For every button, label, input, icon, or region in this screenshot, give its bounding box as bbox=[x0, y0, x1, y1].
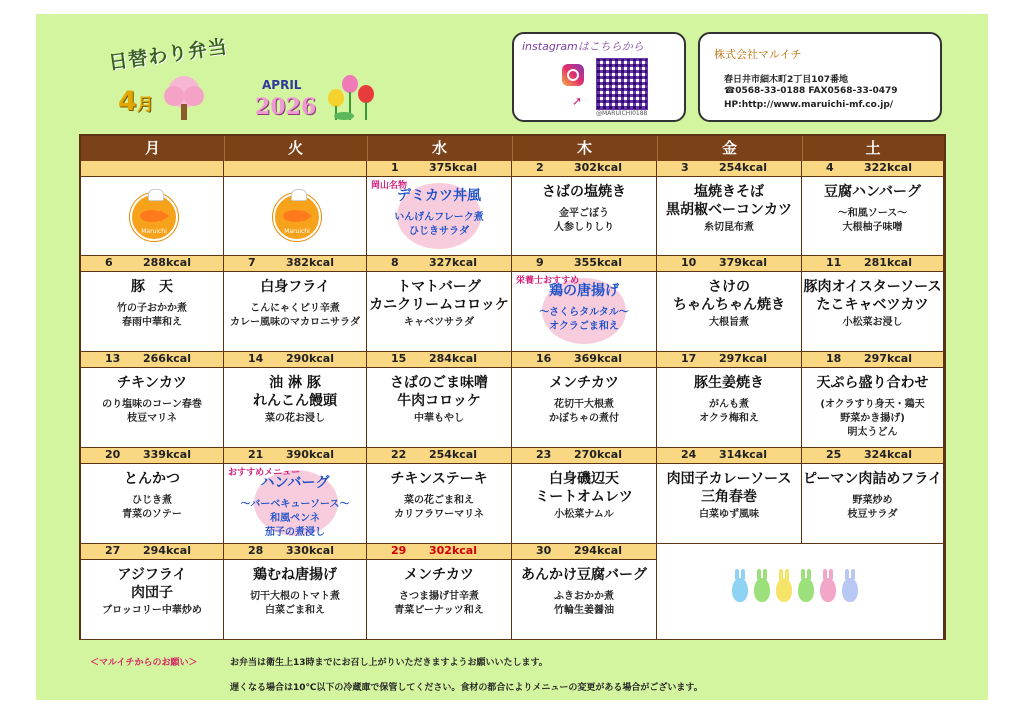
bunny-egg-icon bbox=[798, 578, 814, 602]
calorie-count: 297kcal bbox=[864, 352, 912, 365]
day-number: 1 bbox=[391, 161, 399, 174]
date-bar bbox=[512, 544, 656, 560]
year-label: 2026 bbox=[255, 94, 317, 120]
day-cell bbox=[367, 256, 512, 352]
day-number: 4 bbox=[826, 161, 834, 174]
menu-content bbox=[802, 272, 943, 351]
weekday-label: 火 bbox=[224, 136, 368, 161]
bunny-egg-icon bbox=[820, 578, 836, 602]
day-number: 28 bbox=[248, 544, 264, 557]
date-bar bbox=[512, 352, 656, 368]
arrow-icon: ➚ bbox=[572, 94, 583, 108]
day-number: 20 bbox=[105, 448, 121, 461]
day-number: 24 bbox=[681, 448, 697, 461]
main-dish: チキンステーキ bbox=[390, 471, 488, 487]
main-dish: チキンカツ bbox=[117, 375, 187, 391]
main-dish: とんかつ bbox=[124, 471, 180, 487]
side-dish: 野菜炒め bbox=[852, 495, 893, 506]
day-cell bbox=[81, 544, 224, 640]
date-bar bbox=[512, 448, 656, 464]
cherry-tree-icon bbox=[158, 72, 210, 124]
day-cell bbox=[512, 352, 657, 448]
date-bar bbox=[224, 161, 366, 177]
side-dish: カレー風味のマカロニサラダ bbox=[230, 317, 360, 328]
weekday-label: 水 bbox=[367, 136, 513, 161]
company-name: 株式会社マルイチ bbox=[714, 48, 802, 61]
calorie-count: 294kcal bbox=[574, 544, 622, 557]
day-cell bbox=[802, 448, 944, 544]
calorie-count: 288kcal bbox=[143, 256, 191, 269]
day-number: 6 bbox=[105, 256, 113, 269]
menu-content bbox=[81, 272, 223, 351]
tulips-icon bbox=[320, 68, 380, 124]
side-dish: オクラごま和え bbox=[549, 321, 619, 332]
company-phone: ☎0568-33-0188 FAX0568-33-0479 bbox=[724, 86, 898, 96]
day-number: 9 bbox=[536, 256, 544, 269]
main-dish: アジフライ bbox=[117, 567, 187, 583]
weekday-label: 月 bbox=[81, 136, 225, 161]
maruichi-logo bbox=[130, 193, 178, 241]
menu-content bbox=[657, 272, 801, 351]
main-dish: ハンバーグ bbox=[260, 475, 330, 491]
calorie-count: 314kcal bbox=[719, 448, 767, 461]
date-bar bbox=[802, 161, 943, 177]
main-dish: あんかけ豆腐バーグ bbox=[521, 567, 647, 583]
date-bar bbox=[802, 256, 943, 272]
main-dish: 天ぷら盛り合わせ bbox=[816, 375, 929, 391]
menu-content bbox=[512, 368, 656, 447]
day-cell bbox=[367, 352, 512, 448]
day-number: 17 bbox=[681, 352, 697, 365]
month-label bbox=[118, 86, 154, 117]
calorie-count: 322kcal bbox=[864, 161, 912, 174]
side-dish: キャベツサラダ bbox=[404, 317, 474, 328]
side-dish: ～バーベキューソース～ bbox=[240, 499, 350, 510]
footer-note-1: お弁当は衛生上13時までにお召し上がりいただきますようお願いいたします。 bbox=[230, 658, 548, 668]
main-dish: さばの塩焼き bbox=[542, 184, 626, 200]
month-unit: 月 bbox=[136, 95, 154, 115]
side-dish: ふきおかか煮 bbox=[554, 591, 614, 602]
date-bar bbox=[81, 256, 223, 272]
menu-calendar bbox=[79, 134, 946, 640]
menu-content bbox=[81, 560, 223, 639]
main-dish: ピーマン肉詰めフライ bbox=[802, 471, 943, 487]
day-number: 29 bbox=[391, 544, 407, 557]
day-cell bbox=[224, 448, 367, 544]
menu-content bbox=[512, 177, 656, 255]
date-bar bbox=[657, 448, 801, 464]
main-dish: 鶏の唐揚げ bbox=[549, 283, 619, 299]
date-bar bbox=[512, 161, 656, 177]
menu-content bbox=[512, 272, 656, 351]
day-cell bbox=[802, 161, 944, 256]
menu-content bbox=[802, 464, 943, 543]
calorie-count: 339kcal bbox=[143, 448, 191, 461]
date-bar bbox=[802, 448, 943, 464]
logo-text: Maruichi bbox=[141, 228, 167, 235]
day-cell bbox=[367, 544, 512, 640]
day-number: 2 bbox=[536, 161, 544, 174]
menu-content bbox=[657, 177, 801, 255]
side-dish: 竹輪生姜醤油 bbox=[554, 605, 614, 616]
day-cell bbox=[802, 352, 944, 448]
menu-content bbox=[224, 368, 366, 447]
side-dish: いんげんフレーク煮 bbox=[394, 212, 484, 223]
bunny-egg-icon bbox=[754, 578, 770, 602]
main-dish: さけの bbox=[708, 279, 750, 295]
date-bar bbox=[657, 161, 801, 177]
side-dish: がんも煮 bbox=[709, 399, 749, 410]
day-cell bbox=[657, 352, 802, 448]
day-number: 8 bbox=[391, 256, 399, 269]
recommend-tag: 栄養士おすすめ bbox=[516, 276, 580, 286]
day-number: 23 bbox=[536, 448, 552, 461]
calorie-count: 254kcal bbox=[429, 448, 477, 461]
weekday-label: 土 bbox=[865, 139, 881, 157]
side-dish: オクラ梅和え bbox=[699, 413, 759, 424]
main-dish: 肉団子 bbox=[131, 585, 173, 601]
day-cell bbox=[367, 448, 512, 544]
day-number: 21 bbox=[248, 448, 264, 461]
side-dish: 青菜ピーナッツ和え bbox=[394, 605, 484, 616]
date-bar bbox=[224, 448, 366, 464]
date-bar bbox=[81, 448, 223, 464]
day-cell bbox=[657, 256, 802, 352]
day-cell bbox=[81, 448, 224, 544]
menu-content bbox=[367, 464, 511, 543]
calorie-count: 375kcal bbox=[429, 161, 477, 174]
company-website[interactable]: HP:http://www.maruichi-mf.co.jp/ bbox=[724, 100, 894, 110]
side-dish: ～さくらタルタル～ bbox=[539, 307, 629, 318]
calorie-count: 327kcal bbox=[429, 256, 477, 269]
date-bar bbox=[512, 256, 656, 272]
easter-decoration-cell bbox=[657, 544, 944, 640]
main-dish: 白身磯辺天 bbox=[549, 471, 619, 487]
menu-content bbox=[802, 368, 943, 447]
main-dish: 豚肉オイスターソース bbox=[803, 279, 942, 295]
day-cell bbox=[81, 352, 224, 448]
recommend-tag: 岡山名物 bbox=[371, 181, 408, 191]
side-dish: 和風ペンネ bbox=[270, 513, 320, 524]
menu-content bbox=[81, 464, 223, 543]
date-bar bbox=[657, 256, 801, 272]
main-dish: れんこん饅頭 bbox=[253, 393, 337, 409]
side-dish: 白菜ゆず風味 bbox=[699, 509, 759, 520]
maruichi-logo bbox=[273, 193, 321, 241]
page-title: 日替わり弁当 bbox=[107, 35, 230, 75]
date-bar bbox=[81, 352, 223, 368]
calorie-count: 302kcal bbox=[574, 161, 622, 174]
main-dish: メンチカツ bbox=[404, 567, 474, 583]
main-dish: カニクリームコロッケ bbox=[369, 297, 509, 313]
day-cell bbox=[224, 161, 367, 256]
menu-content bbox=[367, 177, 511, 255]
main-dish: 豚 天 bbox=[131, 279, 173, 295]
day-cell bbox=[367, 161, 512, 256]
weekday-label: 木 bbox=[512, 136, 658, 161]
side-dish: (オクラすり身天・鶏天 bbox=[820, 399, 925, 410]
day-number: 7 bbox=[248, 256, 256, 269]
side-dish: かぼちゃの煮付 bbox=[549, 413, 619, 424]
weekday-header bbox=[81, 136, 944, 161]
side-dish: 大根旨煮 bbox=[709, 317, 749, 328]
company-box bbox=[698, 32, 942, 122]
day-number: 3 bbox=[681, 161, 689, 174]
main-dish: メンチカツ bbox=[549, 375, 619, 391]
date-bar bbox=[367, 161, 511, 177]
main-dish: 塩焼きそば bbox=[694, 184, 764, 200]
calorie-count: 284kcal bbox=[429, 352, 477, 365]
date-bar bbox=[802, 352, 943, 368]
main-dish: 牛肉コロッケ bbox=[397, 393, 481, 409]
main-dish: たこキャベツカツ bbox=[816, 297, 929, 313]
side-dish: 花切干大根煮 bbox=[554, 399, 614, 410]
menu-content bbox=[224, 560, 366, 639]
menu-content bbox=[367, 560, 511, 639]
calorie-count: 254kcal bbox=[719, 161, 767, 174]
date-bar bbox=[81, 161, 223, 177]
side-dish: 野菜かき揚げ) bbox=[840, 413, 905, 424]
side-dish: ～和風ソース～ bbox=[837, 208, 908, 219]
menu-content bbox=[657, 464, 801, 543]
instagram-icon[interactable] bbox=[562, 64, 584, 86]
qr-caption: @MARUICHI0188 bbox=[596, 110, 648, 117]
menu-content bbox=[512, 560, 656, 639]
bunny-egg-icon bbox=[776, 578, 792, 602]
day-cell bbox=[224, 256, 367, 352]
day-number: 18 bbox=[826, 352, 842, 365]
menu-content bbox=[367, 272, 511, 351]
day-number: 25 bbox=[826, 448, 842, 461]
day-cell bbox=[224, 544, 367, 640]
date-bar bbox=[367, 256, 511, 272]
day-cell bbox=[802, 256, 944, 352]
day-cell bbox=[512, 256, 657, 352]
side-dish: 人参しりしり bbox=[554, 222, 614, 233]
day-cell bbox=[512, 448, 657, 544]
main-dish: トマトバーグ bbox=[397, 279, 481, 295]
side-dish: 白菜ごま和え bbox=[265, 605, 325, 616]
month-number: 4 bbox=[118, 86, 137, 117]
day-number: 14 bbox=[248, 352, 264, 365]
main-dish: 豆腐ハンバーグ bbox=[823, 184, 922, 200]
main-dish: 豚生姜焼き bbox=[694, 375, 764, 391]
calorie-count: 270kcal bbox=[574, 448, 622, 461]
side-dish: 春雨中華和え bbox=[122, 317, 182, 328]
calorie-count: 369kcal bbox=[574, 352, 622, 365]
day-cell bbox=[657, 448, 802, 544]
calorie-count: 297kcal bbox=[719, 352, 767, 365]
side-dish: 小松菜お浸し bbox=[842, 317, 903, 328]
day-cell bbox=[512, 544, 657, 640]
side-dish: 枝豆サラダ bbox=[847, 509, 898, 520]
calorie-count: 355kcal bbox=[574, 256, 622, 269]
qr-code[interactable] bbox=[596, 58, 648, 110]
day-number: 30 bbox=[536, 544, 552, 557]
menu-content bbox=[657, 368, 801, 447]
logo-text: Maruichi bbox=[284, 228, 310, 235]
side-dish: 茄子の煮浸し bbox=[265, 527, 325, 538]
side-dish: 青菜のソテー bbox=[122, 509, 182, 520]
calorie-count: 382kcal bbox=[286, 256, 334, 269]
date-bar bbox=[224, 256, 366, 272]
menu-content bbox=[224, 464, 366, 543]
date-bar bbox=[657, 352, 801, 368]
menu-content bbox=[224, 272, 366, 351]
weekday-label: 金 bbox=[657, 136, 803, 161]
side-dish: 菜の花お浸し bbox=[265, 413, 325, 424]
calorie-count: 266kcal bbox=[143, 352, 191, 365]
side-dish: のり塩味のコーン春巻 bbox=[102, 399, 202, 410]
date-bar bbox=[367, 352, 511, 368]
day-cell bbox=[81, 256, 224, 352]
instagram-label: instagramはこちらから bbox=[522, 40, 644, 53]
side-dish: カリフラワーマリネ bbox=[394, 509, 484, 520]
side-dish: 糸切昆布煮 bbox=[704, 222, 754, 233]
calorie-count: 330kcal bbox=[286, 544, 334, 557]
calorie-count: 281kcal bbox=[864, 256, 912, 269]
day-number: 10 bbox=[681, 256, 697, 269]
day-cell bbox=[657, 161, 802, 256]
side-dish: 小松菜ナムル bbox=[554, 509, 614, 520]
date-bar bbox=[224, 352, 366, 368]
instagram-box bbox=[512, 32, 686, 122]
main-dish: さばのごま味噌 bbox=[390, 375, 488, 391]
side-dish: さつま揚げ甘辛煮 bbox=[399, 591, 479, 602]
side-dish: 切干大根のトマト煮 bbox=[250, 591, 340, 602]
footer-label: ＜マルイチからのお願い＞ bbox=[90, 658, 198, 668]
day-number: 13 bbox=[105, 352, 121, 365]
day-number: 27 bbox=[105, 544, 121, 557]
main-dish: ミートオムレツ bbox=[535, 489, 633, 505]
side-dish: 竹の子おかか煮 bbox=[117, 303, 187, 314]
calorie-count: 294kcal bbox=[143, 544, 191, 557]
bunny-egg-icon bbox=[842, 578, 858, 602]
day-cell bbox=[512, 161, 657, 256]
main-dish: 肉団子カレーソース bbox=[666, 471, 792, 487]
side-dish: ひじきサラダ bbox=[409, 226, 469, 237]
calorie-count: 379kcal bbox=[719, 256, 767, 269]
main-dish: 油 淋 豚 bbox=[269, 375, 321, 391]
company-address: 春日井市細木町2丁目107番地 bbox=[724, 75, 849, 85]
main-dish: 黒胡椒ベーコンカツ bbox=[666, 202, 792, 218]
side-dish: 金平ごぼう bbox=[559, 208, 609, 219]
side-dish: ブロッコリー中華炒め bbox=[102, 605, 202, 616]
side-dish: 菜の花ごま和え bbox=[404, 495, 474, 506]
main-dish: デミカツ丼風 bbox=[397, 188, 481, 204]
bunny-egg-icon bbox=[732, 578, 748, 602]
side-dish: 明太うどん bbox=[847, 427, 898, 438]
calorie-count: 290kcal bbox=[286, 352, 334, 365]
date-bar bbox=[367, 448, 511, 464]
side-dish: 枝豆マリネ bbox=[127, 413, 177, 424]
side-dish: 大根柚子味噌 bbox=[842, 222, 903, 233]
day-cell bbox=[81, 161, 224, 256]
day-number: 11 bbox=[826, 256, 842, 269]
date-bar bbox=[81, 544, 223, 560]
day-number: 16 bbox=[536, 352, 552, 365]
day-number: 15 bbox=[391, 352, 407, 365]
calorie-count: 390kcal bbox=[286, 448, 334, 461]
recommend-tag: おすすめメニュー bbox=[228, 468, 301, 478]
calorie-count: 324kcal bbox=[864, 448, 912, 461]
day-number: 22 bbox=[391, 448, 407, 461]
date-bar bbox=[224, 544, 366, 560]
footer-note-2: 遅くなる場合は10℃以下の冷蔵庫で保管してください。食材の都合によりメニューの変更がある場合がございます。 bbox=[230, 683, 703, 693]
date-bar bbox=[367, 544, 511, 560]
main-dish: 白身フライ bbox=[260, 279, 330, 295]
menu-content bbox=[367, 368, 511, 447]
menu-content bbox=[512, 464, 656, 543]
side-dish: 中華もやし bbox=[414, 413, 464, 424]
main-dish: ちゃんちゃん焼き bbox=[673, 297, 785, 313]
side-dish: ひじき煮 bbox=[132, 495, 172, 506]
main-dish: 鶏むね唐揚げ bbox=[253, 567, 337, 583]
menu-content bbox=[802, 177, 943, 255]
month-english: APRIL bbox=[262, 78, 302, 92]
day-cell bbox=[224, 352, 367, 448]
side-dish: こんにゃくピリ辛煮 bbox=[250, 303, 340, 314]
main-dish: 三角春巻 bbox=[701, 489, 757, 505]
menu-content bbox=[81, 368, 223, 447]
calorie-count: 302kcal bbox=[429, 544, 477, 557]
